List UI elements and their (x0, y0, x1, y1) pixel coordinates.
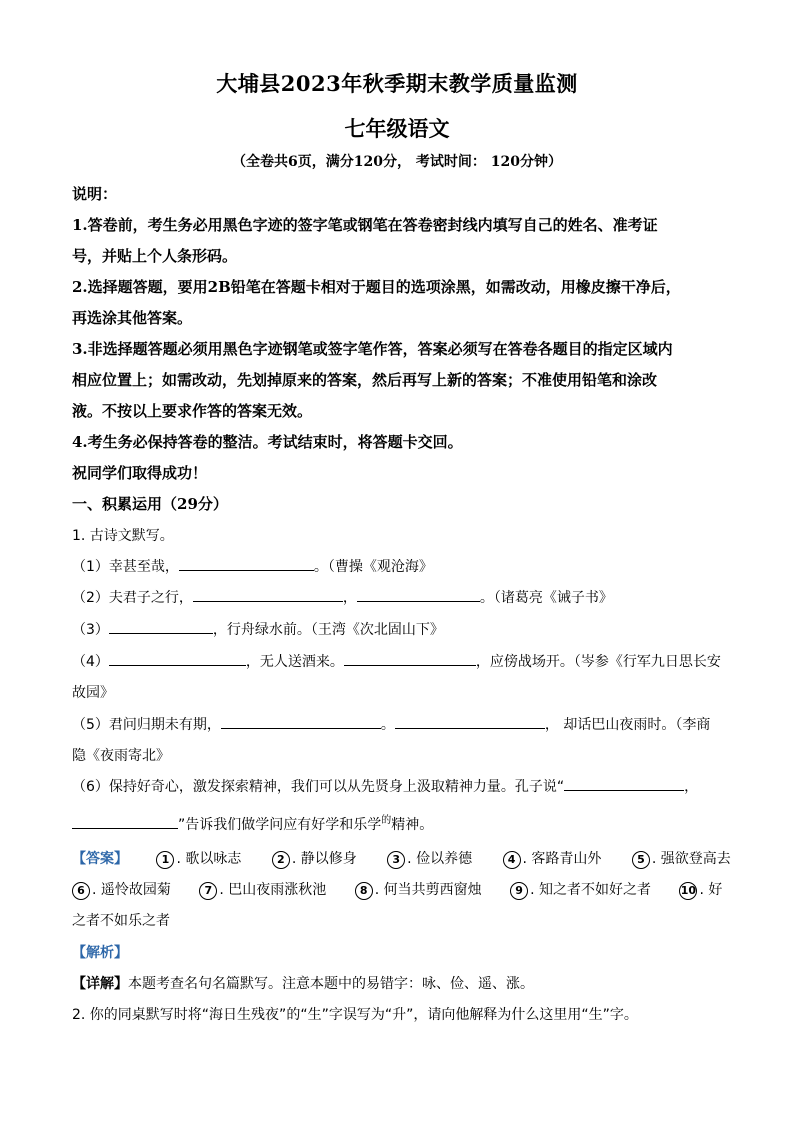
question-1-part-2: （2）夫君子之行， ， 。（诸葛亮《诫子书》 (72, 587, 722, 607)
instruction-2b: 再选涂其他答案。 (72, 309, 193, 327)
answer-blank[interactable] (221, 714, 381, 729)
question-1-part-5: （5）君问归期未有期， 。 ， 却话巴山夜雨时。（李商 (72, 714, 722, 734)
wish-text: 祝同学们取得成功！ (72, 464, 208, 482)
instruction-2a: 2.选择题答题，要用2B铅笔在答题卡相对于题目的选项涂黑，如需改动，用橡皮擦干净后， (72, 278, 681, 296)
answer-row-3: 之者不如乐之者 (72, 913, 170, 929)
answer-item: 5 . 强欲登高去 (632, 848, 731, 869)
answer-blank[interactable] (72, 814, 178, 829)
question-1-part-3: （3） ，行舟绿水前。（王湾《次北固山下》 (72, 619, 722, 639)
exam-subject: 七年级语文 (344, 116, 450, 141)
answer-blank[interactable] (109, 651, 246, 666)
question-1-part-6-cont: ”告诉我们做学问应有好学和乐学$^的$精神。 (72, 814, 722, 834)
question-1-part-5-cont: 隐《夜雨寄北》 (72, 748, 170, 764)
answer-blank[interactable] (109, 619, 213, 634)
answer-blank[interactable] (564, 776, 684, 791)
exam-info: （全卷共6页，满分120分， 考试时间： 120分钟） (232, 154, 562, 170)
answer-blank[interactable] (193, 587, 343, 602)
question-1-part-4-cont: 故园》 (72, 685, 114, 701)
answer-row-2 (72, 879, 722, 900)
instructions-heading: 说明： (72, 185, 118, 203)
answer-blank[interactable] (179, 556, 314, 571)
question-1-stem: 1. 古诗文默写。 (72, 528, 174, 544)
instruction-4: 4.考生务必保持答卷的整洁。考试结束时，将答题卡交回。 (72, 433, 463, 451)
instruction-3a: 3.非选择题答题必须用黑色字迹钢笔或签字笔作答，答案必须写在答卷各题目的指定区域内 (72, 340, 673, 358)
question-1-part-6: （6）保持好奇心，激发探索精神，我们可以从先贤身上汲取精神力量。孔子说“ ， (72, 776, 722, 796)
instruction-3b: 相应位置上；如需改动，先划掉原来的答案，然后再写上新的答案；不准使用铅笔和涂改 (72, 371, 658, 389)
instruction-3c: 液。不按以上要求作答的答案无效。 (72, 402, 313, 420)
answer-item: 10 . 好 (680, 882, 723, 898)
answer-blank[interactable] (344, 651, 476, 666)
detail-tag: 【详解】 (72, 976, 128, 992)
answer-blank[interactable] (357, 587, 480, 602)
answer-row-1 (72, 848, 731, 869)
instruction-1a: 1.答卷前，考生务必用黑色字迹的签字笔或钢笔在答卷密封线内填写自己的姓名、准考证 (72, 216, 658, 234)
detail-line: 【详解】本题考查名句名篇默写。注意本题中的易错字：咏、俭、遥、涨。 (72, 976, 534, 992)
section-heading: 一、积累运用（29分） (72, 495, 228, 513)
answer-item: 3 . 俭以养德 (387, 848, 472, 869)
answer-item: 1 . 歌以咏志 (156, 848, 241, 869)
answer-blank[interactable] (395, 714, 545, 729)
question-1-part-4: （4） ，无人送酒来。 ，应傍战场开。（岑参《行军九日思长安 (72, 651, 722, 671)
question-1-part-1: （1）幸甚至哉， 。（曹操《观沧海》 (72, 556, 722, 576)
answer-item: 4 . 客路青山外 (503, 848, 602, 869)
answer-item: 7 . 巴山夜雨涨秋池 (199, 879, 326, 900)
answer-item: 2 . 静以修身 (272, 848, 357, 869)
question-2-stem: 2. 你的同桌默写时将“海日生残夜”的“生”字误写为“升”，请向他解释为什么这里用“生”字。 (72, 1007, 638, 1023)
exam-title: 大埔县2023年秋季期末教学质量监测 (216, 71, 578, 96)
answer-item: 6 . 遥怜故园菊 (72, 879, 171, 900)
answer-item: 9 . 知之者不如好之者 (510, 879, 651, 900)
answer-tag: 【答案】 (72, 851, 128, 867)
analysis-tag: 【解析】 (72, 945, 128, 961)
instruction-1b: 号，并贴上个人条形码。 (72, 247, 238, 265)
answer-item: 8 . 何当共剪西窗烛 (355, 879, 482, 900)
